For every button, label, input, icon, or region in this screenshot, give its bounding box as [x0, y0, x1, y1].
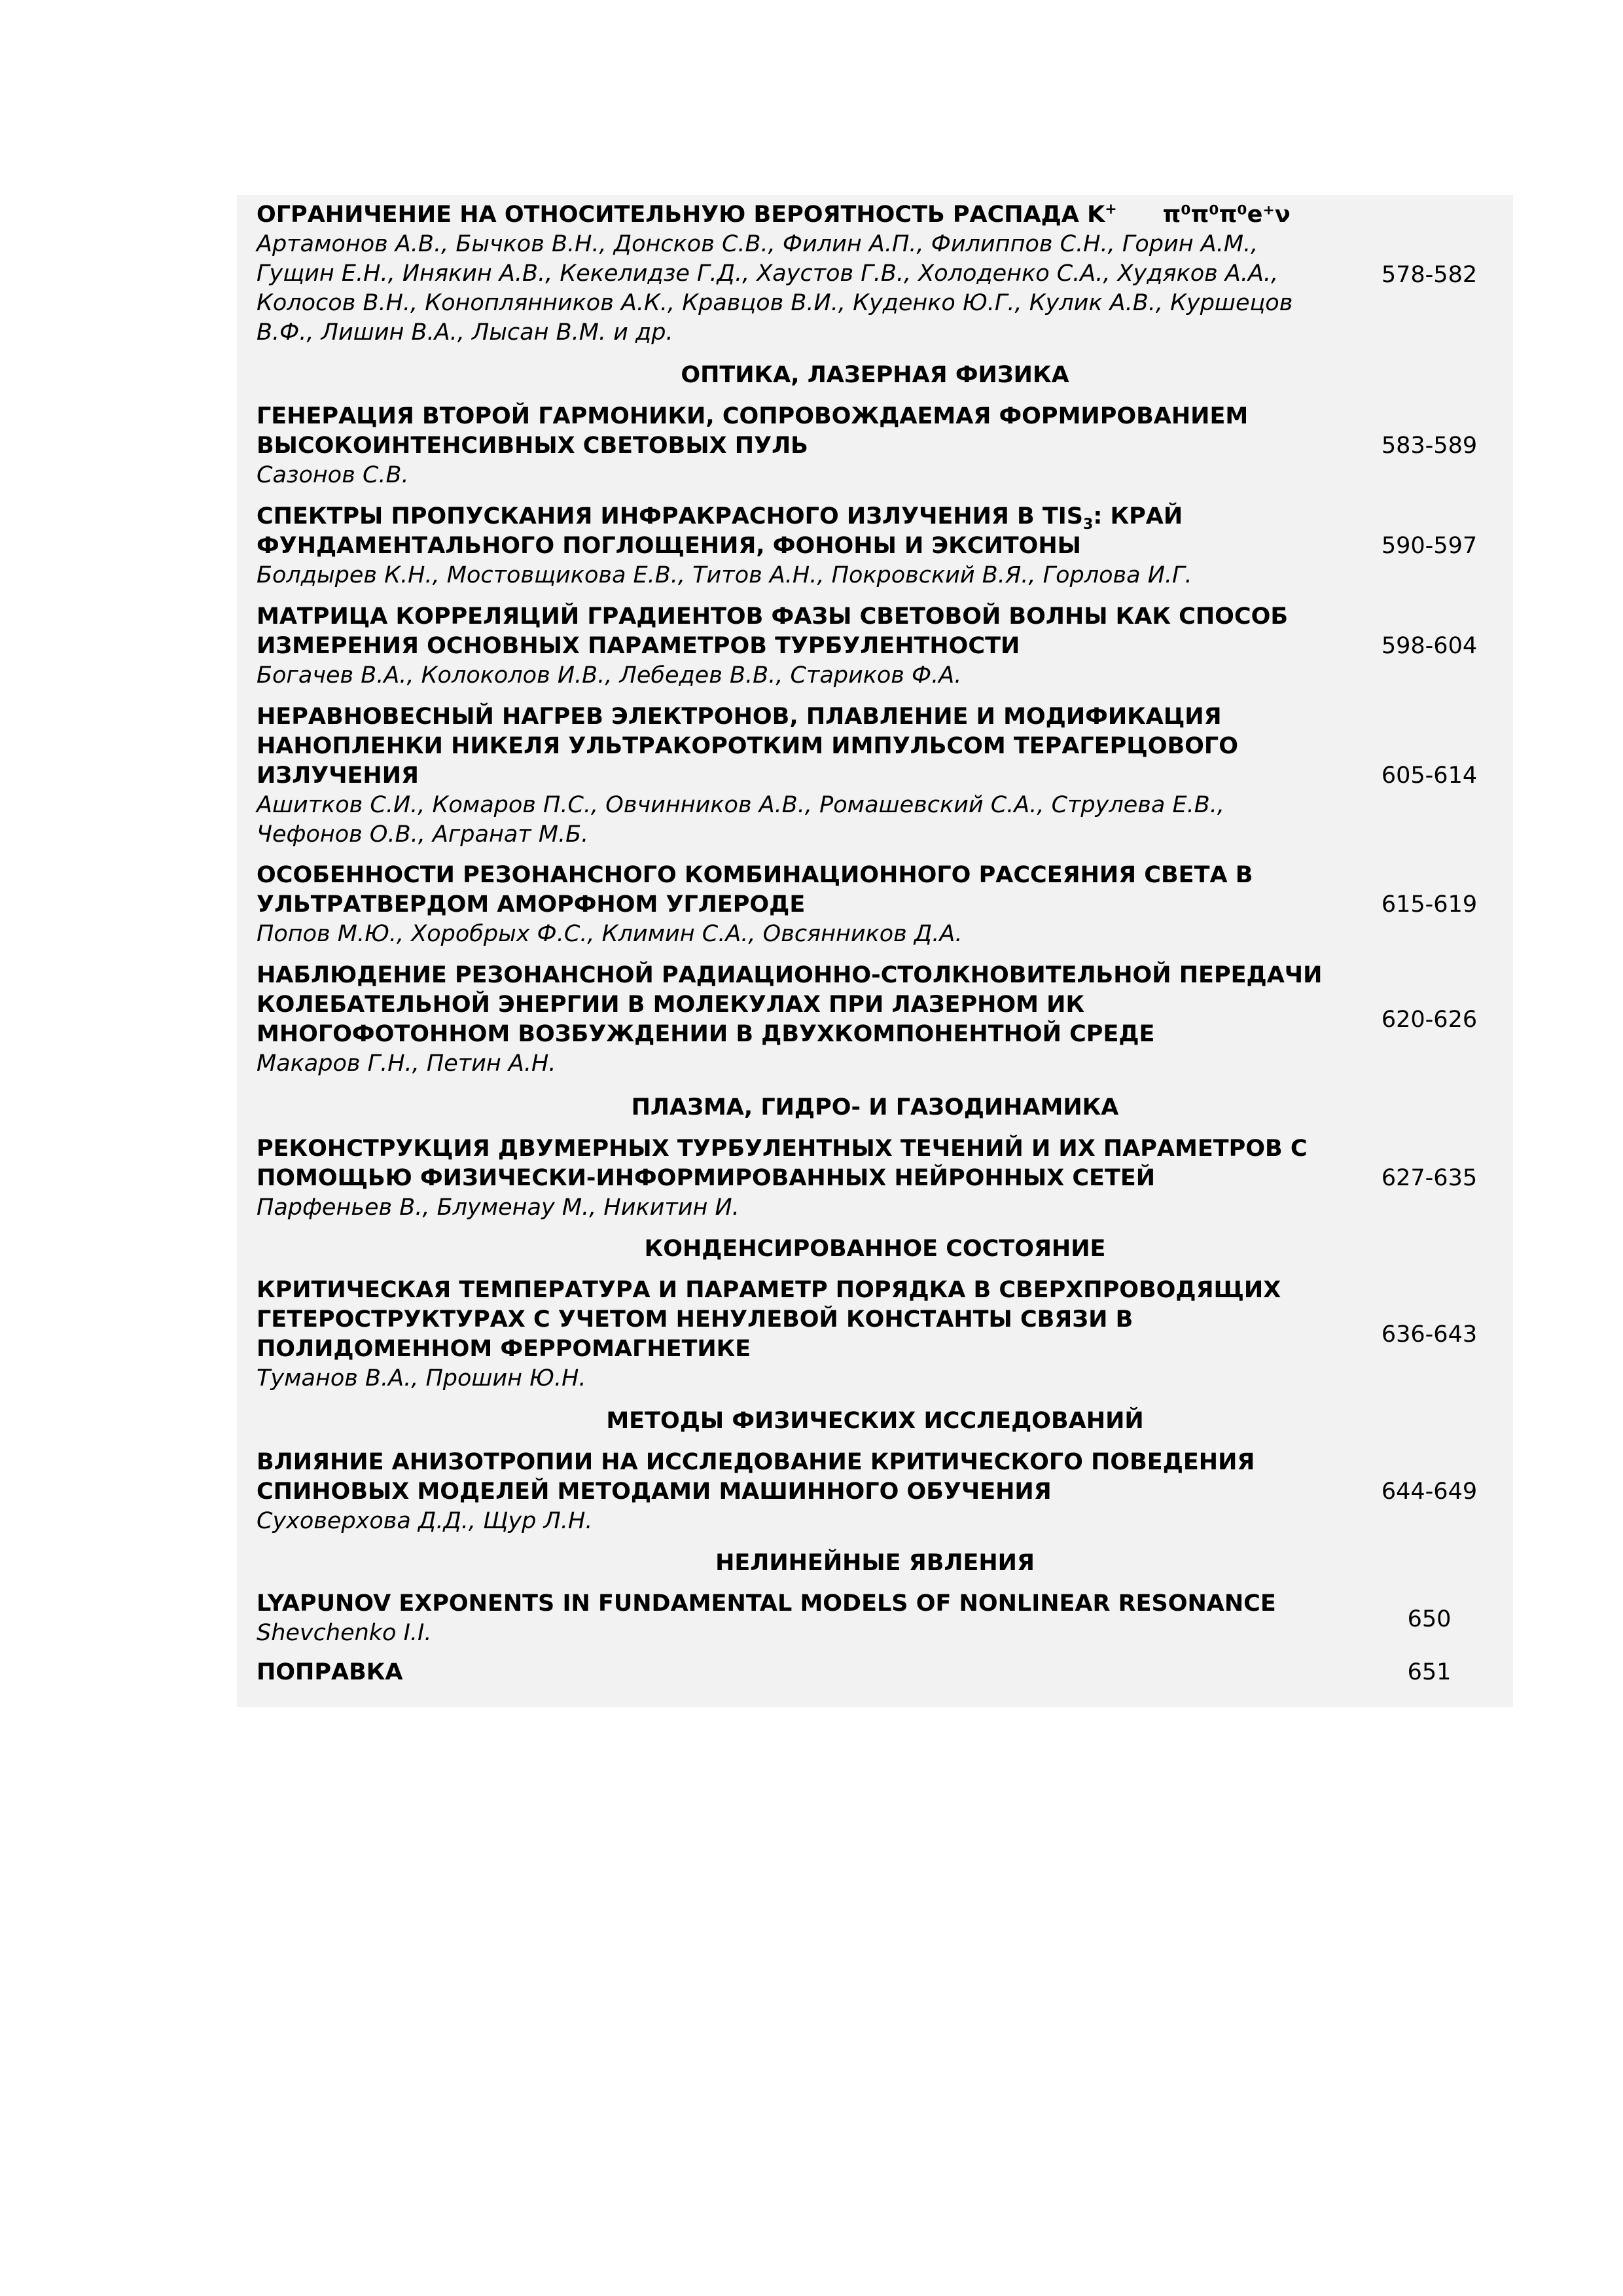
- page-range: 598-604: [1381, 633, 1478, 659]
- page-range: 590-597: [1381, 533, 1478, 559]
- table-of-contents: [237, 195, 1513, 1707]
- article-title: РЕКОНСТРУКЦИЯ ДВУМЕРНЫХ ТУРБУЛЕНТНЫХ ТЕЧЕНИЙ И ИХ ПАРАМЕТРОВ С ПОМОЩЬЮ ФИЗИЧЕСКИ-ИНФОРМИРОВАННЫХ НЕЙРОННЫХ СЕТЕЙ: [257, 1136, 1308, 1191]
- article-title: НАБЛЮДЕНИЕ РЕЗОНАНСНОЙ РАДИАЦИОННО-СТОЛКНОВИТЕЛЬНОЙ ПЕРЕДАЧИ КОЛЕБАТЕЛЬНОЙ ЭНЕРГИИ В МОЛЕКУЛАХ ПРИ ЛАЗЕРНОМ ИК МНОГОФОТОННОМ ВОЗБУЖДЕНИИ В ДВУХКОМПОНЕНТНОЙ СРЕДЕ: [257, 962, 1323, 1047]
- article-authors: Туманов В.А., Прошин Ю.Н.: [257, 1365, 586, 1391]
- toc-entry: [257, 1134, 1500, 1223]
- page-range: 644-649: [1381, 1479, 1478, 1505]
- section-heading: НЕЛИНЕЙНЫЕ ЯВЛЕНИЯ: [715, 1550, 1035, 1576]
- section-heading: ОПТИКА, ЛАЗЕРНАЯ ФИЗИКА: [681, 362, 1069, 388]
- toc-entry: [257, 200, 1500, 348]
- section-heading: МЕТОДЫ ФИЗИЧЕСКИХ ИССЛЕДОВАНИЙ: [606, 1408, 1144, 1434]
- page-range: 620-626: [1381, 1007, 1478, 1033]
- page-range: 605-614: [1381, 762, 1478, 789]
- article-title: СПЕКТРЫ ПРОПУСКАНИЯ ИНФРАКРАСНОГО ИЗЛУЧЕНИЯ В $TIS_3$: КРАЙ ФУНДАМЕНТАЛЬНОГО ПОГЛОЩЕНИЯ, ФОНОНЫ И ЭКСИТОНЫ: [257, 503, 1183, 559]
- article-title: ВЛИЯНИЕ АНИЗОТРОПИИ НА ИССЛЕДОВАНИЕ КРИТИЧЕСКОГО ПОВЕДЕНИЯ СПИНОВЫХ МОДЕЛЕЙ МЕТОДАМИ МАШИННОГО ОБУЧЕНИЯ: [257, 1449, 1255, 1505]
- article-authors: Болдырев К.Н., Мостовщикова Е.В., Титов А.Н., Покровский В.Я., Горлова И.Г.: [257, 562, 1192, 588]
- page-range: 650: [1407, 1606, 1452, 1632]
- toc-entry: [257, 861, 1500, 949]
- page-range: 627-635: [1381, 1165, 1478, 1191]
- toc-entry: [257, 1448, 1500, 1536]
- article-authors: Shevchenko I.I.: [257, 1620, 432, 1646]
- page-range: 636-643: [1381, 1321, 1478, 1348]
- toc-entry: [257, 1589, 1500, 1648]
- toc-entry: [257, 402, 1500, 490]
- section-heading: КОНДЕНСИРОВАННОЕ СОСТОЯНИЕ: [644, 1236, 1106, 1262]
- article-title: МАТРИЦА КОРРЕЛЯЦИЙ ГРАДИЕНТОВ ФАЗЫ СВЕТОВОЙ ВОЛНЫ КАК СПОСОБ ИЗМЕРЕНИЯ ОСНОВНЫХ ПАРАМЕТРОВ ТУРБУЛЕНТНОСТИ: [257, 603, 1289, 659]
- toc-entry: [257, 1658, 1500, 1687]
- article-title: НЕРАВНОВЕСНЫЙ НАГРЕВ ЭЛЕКТРОНОВ, ПЛАВЛЕНИЕ И МОДИФИКАЦИЯ НАНОПЛЕНКИ НИКЕЛЯ УЛЬТРАКОРОТКИМ ИМПУЛЬСОМ ТЕРАГЕРЦОВОГО ИЗЛУЧЕНИЯ: [257, 704, 1238, 789]
- article-title: ГЕНЕРАЦИЯ ВТОРОЙ ГАРМОНИКИ, СОПРОВОЖДАЕМАЯ ФОРМИРОВАНИЕМ ВЫСОКОИНТЕНСИВНЫХ СВЕТОВЫХ ПУЛЬ: [257, 403, 1249, 459]
- toc-entry: [257, 602, 1500, 691]
- page-range: 651: [1407, 1659, 1452, 1685]
- toc-entry: [257, 961, 1500, 1079]
- toc-entry: [257, 702, 1500, 850]
- section-heading: ПЛАЗМА, ГИДРО- И ГАЗОДИНАМИКА: [631, 1094, 1119, 1121]
- article-authors: Попов М.Ю., Хоробрых Ф.С., Климин С.А., Овсянников Д.А.: [257, 921, 963, 947]
- page-range: 615-619: [1381, 891, 1478, 918]
- article-title: ОГРАНИЧЕНИЕ НА ОТНОСИТЕЛЬНУЮ ВЕРОЯТНОСТЬ РАСПАДА K+ π⁰π⁰π⁰e⁺ν: [257, 201, 1291, 228]
- page-range: 578-582: [1381, 262, 1478, 288]
- page-range: 583-589: [1381, 433, 1478, 459]
- article-title: ОСОБЕННОСТИ РЕЗОНАНСНОГО КОМБИНАЦИОННОГО РАССЕЯНИЯ СВЕТА В УЛЬТРАТВЕРДОМ АМОРФНОМ УГЛЕРОДЕ: [257, 862, 1253, 918]
- article-authors: Сазонов С.В.: [257, 462, 409, 488]
- toc-entry: [257, 1276, 1500, 1393]
- article-authors: Макаров Г.Н., Петин А.Н.: [257, 1050, 556, 1077]
- article-title: LYAPUNOV EXPONENTS IN FUNDAMENTAL MODELS OF NONLINEAR RESONANCE: [257, 1590, 1276, 1617]
- article-authors: Артамонов А.В., Бычков В.Н., Донсков С.В., Филин А.П., Филиппов С.Н., Горин А.М., Гущин Е.Н., Инякин А.В., Кекелидзе Г.Д., Хаустов Г.В., Холоденко С.А., Худяков А.А., Колосов В.Н., Коноплянников А.К., Кравцов В.И., Куденко Ю.Г., Кулик А.В., Куршецов В.Ф., Лишин В.А., Лысан В.М. и др.: [257, 231, 1293, 346]
- article-authors: Богачев В.А., Колоколов И.В., Лебедев В.В., Стариков Ф.А.: [257, 662, 962, 689]
- article-authors: Ашитков С.И., Комаров П.С., Овчинников А.В., Ромашевский С.А., Струлева Е.В., Чефонов О.В., Агранат М.Б.: [257, 792, 1224, 848]
- article-title: КРИТИЧЕСКАЯ ТЕМПЕРАТУРА И ПАРАМЕТР ПОРЯДКА В СВЕРХПРОВОДЯЩИХ ГЕТЕРОСТРУКТУРАХ С УЧЕТОМ НЕНУЛЕВОЙ КОНСТАНТЫ СВЯЗИ В ПОЛИДОМЕННОМ ФЕРРОМАГНЕТИКЕ: [257, 1277, 1281, 1362]
- article-authors: Суховерхова Д.Д., Щур Л.Н.: [257, 1508, 593, 1534]
- article-authors: Парфеньев В., Блуменау М., Никитин И.: [257, 1194, 740, 1221]
- toc-entry: [257, 502, 1500, 590]
- article-title: ПОПРАВКА: [257, 1659, 403, 1685]
